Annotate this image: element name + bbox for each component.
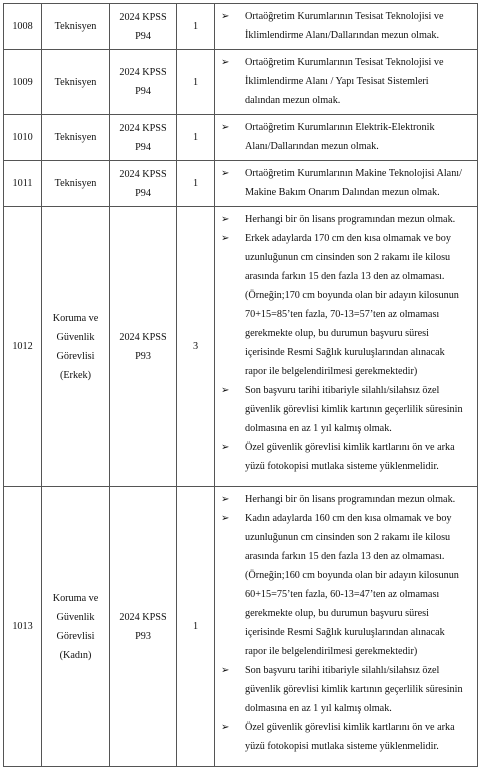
table-row [4,115,478,161]
arrow-bullet-icon: ➢ [221,494,230,505]
position-code: 1011 [4,161,42,207]
table-row [4,4,478,50]
requirement-item: ➢ Özel güvenlik görevlisi kimlik kartlarını ön ve arka yüzü fotokopisi mutlaka sisteme yüklenmelidir. [221,438,473,476]
requirement-item: ➢ Son başvuru tarihi itibariyle silahlı/silahsız özel güvenlik görevlisi kimlik kartının geçerlilik süresinin dolmasına en az 1 yıl kalmış olmak. [221,661,473,718]
table-row [4,487,478,767]
position-title: Teknisyen [42,4,110,50]
exam-type: 2024 KPSS P94 [110,4,177,50]
quota: 1 [177,50,215,115]
requirement-item: ➢ Herhangi bir ön lisans programından mezun olmak. [221,210,473,229]
table-row [4,207,478,487]
arrow-bullet-icon: ➢ [221,11,230,22]
quota: 1 [177,4,215,50]
positions-table [3,3,478,767]
requirement-item: ➢ Herhangi bir ön lisans programından mezun olmak. [221,490,473,509]
arrow-bullet-icon: ➢ [221,722,230,733]
requirement-item: ➢ Son başvuru tarihi itibariyle silahlı/silahsız özel güvenlik görevlisi kimlik kartının geçerlilik süresinin dolmasına en az 1 yıl kalmış olmak. [221,381,473,438]
arrow-bullet-icon: ➢ [221,168,230,179]
arrow-bullet-icon: ➢ [221,665,230,676]
exam-type: 2024 KPSS P93 [110,487,177,767]
requirement-item: ➢ Ortaöğretim Kurumlarının Makine Teknolojisi Alanı/ Makine Bakım Onarım Dalından mezun olmak. [221,164,473,202]
requirements [215,50,478,115]
requirement-item: ➢ Kadın adaylarda 160 cm den kısa olmamak ve boy uzunluğunun cm cinsinden son 2 rakamı ile kilosu arasında farkın 15 den fazla 13 den az olmaması. (Örneğin;160 cm boyunda olan bir adayın kilosunun 60+15=75’ten fazla, 60-13=47’ten az olmaması gerekmekte olup, bu durumun başvuru süresi içerisinde Resmi Sağlık kuruluşlarından alınacak rapor ile belgelendirilmesi gerekmektedir) [221,509,473,661]
requirements [215,4,478,50]
position-code: 1009 [4,50,42,115]
arrow-bullet-icon: ➢ [221,442,230,453]
quota: 1 [177,161,215,207]
positions-table-body [4,4,478,767]
table-row [4,161,478,207]
requirement-item: ➢ Ortaöğretim Kurumlarının Tesisat Teknolojisi ve İklimlendirme Alanı/Dallarından mezun olmak. [221,7,473,45]
position-title: Koruma ve Güvenlik Görevlisi (Erkek) [42,207,110,487]
table-row [4,50,478,115]
arrow-bullet-icon: ➢ [221,385,230,396]
arrow-bullet-icon: ➢ [221,233,230,244]
position-title: Koruma ve Güvenlik Görevlisi (Kadın) [42,487,110,767]
requirement-item: ➢ Özel güvenlik görevlisi kimlik kartlarını ön ve arka yüzü fotokopisi mutlaka sisteme yüklenmelidir. [221,718,473,756]
arrow-bullet-icon: ➢ [221,122,230,133]
position-title: Teknisyen [42,50,110,115]
position-code: 1012 [4,207,42,487]
requirements [215,207,478,487]
exam-type: 2024 KPSS P94 [110,50,177,115]
position-code: 1008 [4,4,42,50]
exam-type: 2024 KPSS P93 [110,207,177,487]
exam-type: 2024 KPSS P94 [110,115,177,161]
arrow-bullet-icon: ➢ [221,57,230,68]
quota: 1 [177,115,215,161]
quota: 1 [177,487,215,767]
position-code: 1010 [4,115,42,161]
position-title: Teknisyen [42,161,110,207]
requirement-item: ➢ Ortaöğretim Kurumlarının Elektrik-Elektronik Alanı/Dallarından mezun olmak. [221,118,473,156]
exam-type: 2024 KPSS P94 [110,161,177,207]
requirements [215,115,478,161]
position-code: 1013 [4,487,42,767]
position-title: Teknisyen [42,115,110,161]
requirements [215,161,478,207]
requirements [215,487,478,767]
quota: 3 [177,207,215,487]
arrow-bullet-icon: ➢ [221,214,230,225]
arrow-bullet-icon: ➢ [221,513,230,524]
requirement-item: ➢ Ortaöğretim Kurumlarının Tesisat Teknolojisi ve İklimlendirme Alanı / Yapı Tesisat Sistemleri dalından mezun olmak. [221,53,473,110]
requirement-item: ➢ Erkek adaylarda 170 cm den kısa olmamak ve boy uzunluğunun cm cinsinden son 2 rakamı ile kilosu arasında farkın 15 den fazla 13 den az olmaması. (Örneğin;170 cm boyunda olan bir adayın kilosunun 70+15=85’ten fazla, 70-13=57’ten az olmaması gerekmekte olup, bu durumun başvuru süresi içerisinde Resmi Sağlık kuruluşlarından alınacak rapor ile belgelendirilmesi gerekmektedir) [221,229,473,381]
